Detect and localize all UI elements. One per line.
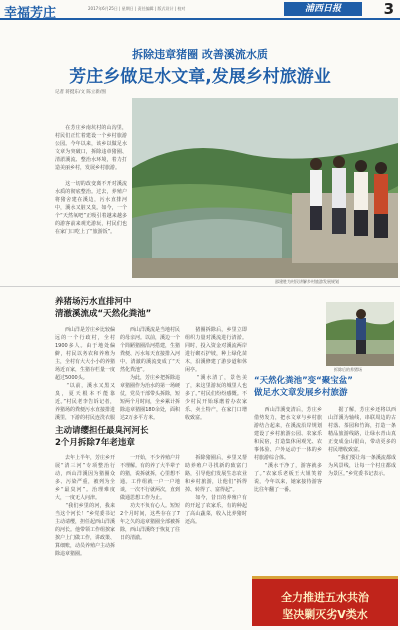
- byline: 记者 蒋挺东/文 陈立新/图: [55, 90, 106, 95]
- lead-kicker: 拆除违章猪圈 改善溪流水质: [132, 48, 268, 61]
- lead-photo-caption: 邵建胜为村民讲解乡村旅游发展规划: [275, 279, 339, 284]
- section3-title-line1: “天然化粪池”变“聚宝盆”: [254, 376, 353, 386]
- lead-photo: [132, 98, 398, 278]
- section1-col3: 猪圈拆除后，乡里立即组织力量对溪流进行清淤。同时，投入资金对溪流两岸进行砌石护坡，种上绿化苗木，沿溪修建了游步道和休闲亭。 “溪水清了，景色美了，来这里游玩的城里人也多了。”村民们纷纷感慨。不少村民开始琢磨着办农家乐、卖土特产，在家门口增收致富。: [185, 327, 247, 420]
- paper-logo: 浦西日报: [284, 2, 362, 16]
- lead-intro-text: 在芳庄乡南坑村的山沟里，村民们正忙着建设一个乡村旅游公园。今年以来，该乡以做足水文章为突破口，拆除违章猪圈、清淤溪流、整治水环境，着力打造美丽乡村，发展乡村旅游。 这一切的改变离不开对溪流水质的彻底整治。过去，养殖户将猪舍建在溪边，污水直排河中，溪水又脏又臭。如今，一个个“天然氧吧”正吸引着越来越多的游客前来观光游玩，村民们也在家门口吃上了“旅游饭”。: [55, 125, 127, 235]
- section2-col2: 一开始，不少养殖户并不理解。有的养了大半辈子的猪，说拆就拆，心里想不通。工作组就一户一户地谈，一次不行就两次，直到做通思想工作为止。 功夫不负有心人。短短2个月时间，这些存在了7年之久的违章猪圈全部被拆除，西山洋溪终于恢复了往日的清澈。: [120, 455, 180, 541]
- section-name: 幸福芳庄: [4, 6, 57, 21]
- page-number: 3: [383, 0, 394, 18]
- masthead: [0, 0, 400, 20]
- campaign-banner: [252, 576, 398, 626]
- section3-title-line2: 做足水文章发展乡村旅游: [254, 388, 348, 398]
- section2-title-line2: 2个月拆除7年老违章: [55, 438, 135, 448]
- issue-info: 2017年6月25日 | 星期日 | 责任编辑 | 版式设计 | 校对: [88, 6, 186, 11]
- section1-col1: 西山洋是芳庄乡比较偏远的一个行政村，全村1900多人。由于地处偏僻，村民以务农和养殖为主，全村有大大小小的养猪场近百家，生猪存栏量一度超过5000头。 “以前，溪水又黑又臭，夏天根本不能靠近。”村民老李告诉记者，养猪场的粪便污水直接排进溪里，下游的村民连洗衣服: [55, 327, 115, 420]
- section3-photo-caption: 拆除后的养猪场: [334, 367, 362, 372]
- section2-title-line1: 主动请缨担任最臭河河长: [55, 426, 149, 436]
- banner-line2: 坚决剿灭劣Ⅴ类水: [282, 608, 368, 621]
- section3-col1: 西山洋溪变清后，芳庄乡借势发力，把水文章与乡村旅游结合起来，在溪流沿岸规划建设了乡村旅游公园、农家乐和民宿，打造集休闲观光、农事体验、户外运动于一体的乡村旅游综合体。 “溪水干净了，游客就多了。”农家乐老板王大姐笑着说，今年以来，她家接待游客比往年翻了一番。: [254, 407, 322, 493]
- section-divider: [0, 286, 400, 287]
- section3-photo: [326, 302, 394, 366]
- banner-line1: 全力推进五水共治: [281, 591, 369, 604]
- section2-col1: 去年上半年，芳庄乡开展“清三河”专项整治行动，西山洋溪因为猪圈众多、污染严重，被列为全乡“最臭河”。治理难度大，一度无人问津。 “我们乡里的河，我来当这个河长！”乡党委书记主动请缨，担任起西山洋溪的河长。他带领工作组挨家挨户上门做工作，讲政策、算细账，动员养殖户主动拆除违章猪圈。: [55, 455, 115, 557]
- section1-col2: 西山洋溪流是当地村民的母亲河。以前，溪边一个个简陋猪圈沿河搭建，生猪粪便、污水每天直接排入河中，清澈的溪流变成了“天然化粪池”。 为此，芳庄乡把拆除违章猪圈作为治水的第一场硬仗，党员干部带头拆除，短短两个月时间，全乡累计拆除违章猪圈180余处，面积达2万多平方米。: [120, 327, 180, 420]
- lead-headline: 芳庄乡做足水文章,发展乡村旅游业: [69, 67, 331, 87]
- section1-title-line1: 养猪场污水直排河中: [55, 297, 132, 307]
- section2-col3: 拆除猪圈后，乡里又帮助养殖户寻找新的致富门路，引导他们发展生态农业和乡村旅游，让他们“拆得掉、转得了、富得起”。 如今，昔日的养殖户有的开起了农家乐，有的种起了高山蔬菜，收入比养猪时还高。: [185, 455, 247, 525]
- section1-title-line2: 清澈溪流成“天然化粪池”: [55, 309, 152, 319]
- section3-col2: 据了解，芳庄乡还将以西山洋溪为轴线，串联周边的古村落、茶园和竹海，打造一条精品旅游线路，让绿水青山真正变成金山银山，带动更多的村民增收致富。 “我们要让每一条溪流都成为风景线，让每一个村庄都成为景区。”乡党委书记表示。: [328, 407, 396, 477]
